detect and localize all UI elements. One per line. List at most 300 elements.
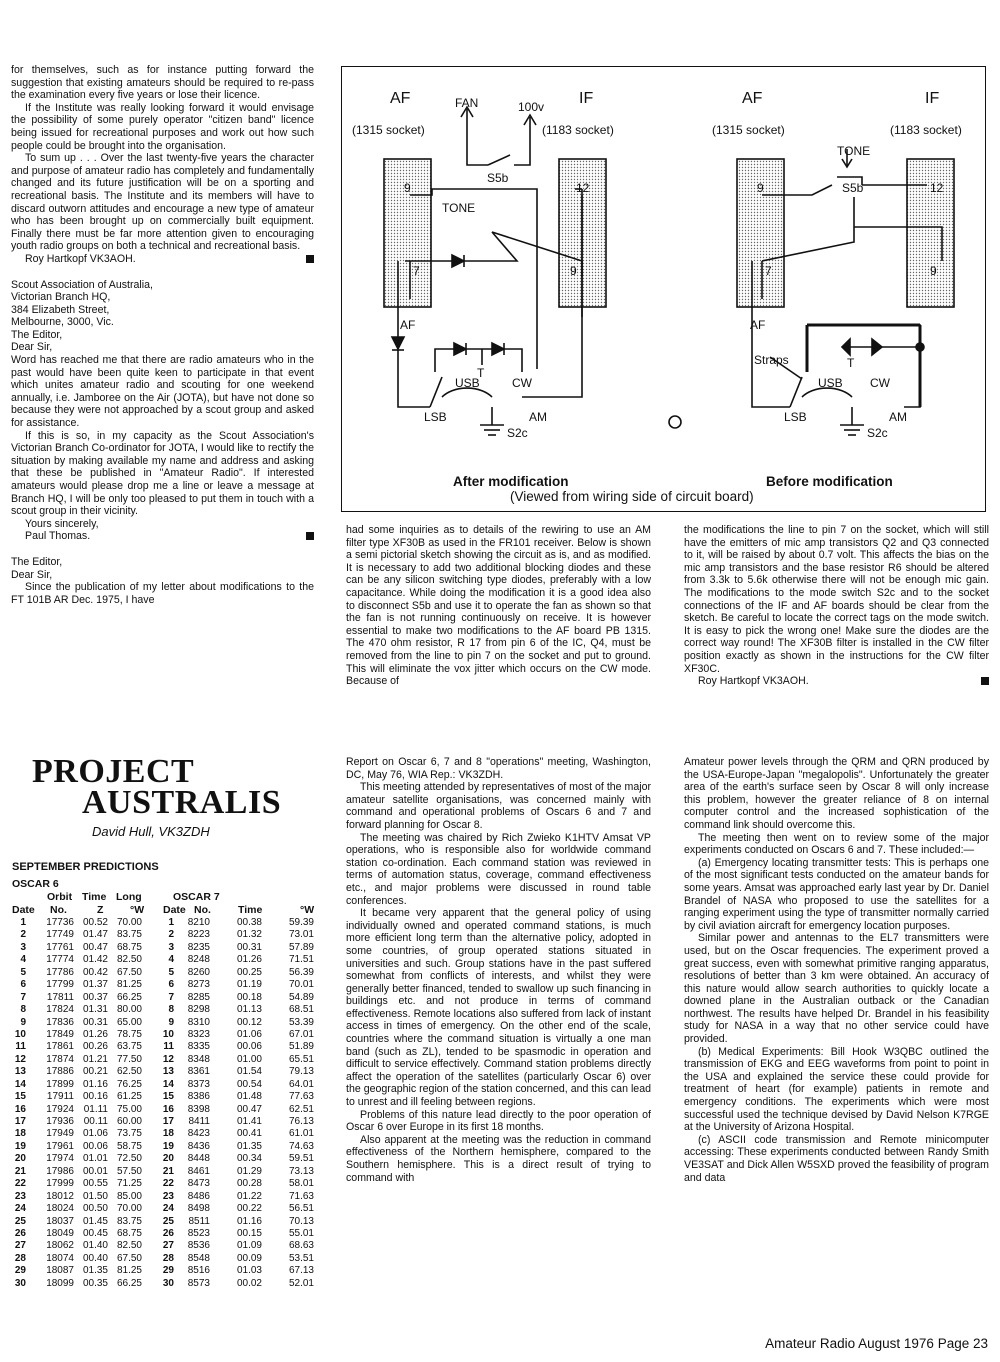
table-cell: 17986: [46, 1165, 74, 1177]
pin-label: 9: [930, 264, 937, 278]
table-cell: 21: [14, 1165, 26, 1177]
table-cell: 20: [162, 1153, 174, 1165]
oscar7-label: OSCAR 7: [173, 891, 220, 903]
col-header: Long: [116, 891, 142, 903]
closing: Yours sincerely,: [25, 517, 99, 530]
table-cell: 17911: [46, 1091, 74, 1103]
table-cell: 30: [14, 1277, 26, 1289]
table-cell: 00.45: [82, 1227, 108, 1239]
socket-label: (1315 socket): [352, 123, 425, 137]
tone-label: TONE: [442, 201, 476, 215]
table-row: [10, 1066, 320, 1078]
table-cell: 8210: [187, 917, 210, 928]
table-cell: 6: [168, 979, 174, 991]
paragraph: (a) Emergency locating transmitter tests: This is perhaps one of the most significant tests conducted on the amateur bands for some years. Amsat was approached early last year by Dr. Daniel Brandel of NASA who proposed to use the satellites for a ranging experiment using the type of transmitter normally carried by civil aviation aircraft for emergency location purposes.: [684, 856, 989, 932]
af-label: AF: [400, 318, 416, 332]
col-header: Time: [238, 904, 263, 916]
table-cell: 28: [14, 1252, 26, 1264]
table-cell: 71.63: [288, 1190, 314, 1202]
table-cell: 75.00: [116, 1103, 142, 1115]
paragraph: for themselves, such as for instance putting forward the suggestion that existing amateurs should be required to re-pass the examination every five years or lose their licence.: [11, 64, 314, 102]
table-row: [10, 1153, 320, 1165]
table-cell: 18: [162, 1128, 174, 1140]
table-cell: 01.50: [82, 1190, 108, 1202]
table-cell: 53.51: [288, 1252, 314, 1264]
table-cell: 8235: [187, 941, 210, 953]
table-cell: 67.01: [288, 1028, 314, 1040]
table-cell: 00.38: [236, 917, 262, 928]
table-cell: 00.54: [236, 1078, 262, 1090]
table-cell: 18049: [46, 1227, 74, 1239]
table-cell: 67.50: [116, 1252, 142, 1264]
table-row: [10, 1091, 320, 1103]
v100-label: 100v: [518, 100, 545, 114]
table-cell: 18062: [46, 1240, 74, 1252]
table-cell: 10: [162, 1028, 174, 1040]
paragraph: Amateur power levels through the QRM and QRN produced by the USA-Europe-Japan "megalopolis". Unfortunately the greater area of the earth's surface seen by Oscar 8 will only increase this problem, however the greater reliance of 8 on internal computer control and the increased sophistication of the command link should overcome this.: [684, 756, 989, 831]
table-cell: 00.25: [236, 966, 262, 978]
table-cell: 00.22: [236, 1203, 262, 1215]
table-cell: 21: [162, 1165, 174, 1177]
table-cell: 11: [15, 1041, 26, 1053]
table-cell: 8461: [187, 1165, 210, 1177]
address-line: Scout Association of Australia,: [11, 278, 153, 291]
table-row: [10, 1116, 320, 1128]
col-header: Date: [12, 904, 35, 916]
table-cell: 01.26: [82, 1028, 108, 1040]
table-row: [10, 1104, 320, 1116]
table-cell: 7: [20, 991, 26, 1003]
table-cell: 17861: [46, 1041, 74, 1053]
report-column-middle: [346, 756, 651, 1184]
table-cell: 51.89: [288, 1041, 314, 1053]
table-cell: 00.26: [82, 1041, 108, 1053]
table-cell: 61.01: [288, 1128, 314, 1140]
table-cell: 77.50: [116, 1053, 142, 1065]
table-cell: 8323: [187, 1028, 210, 1040]
salutation: Dear Sir,: [11, 341, 53, 354]
table-cell: 01.31: [82, 1004, 108, 1016]
table-cell: 15: [14, 1091, 26, 1103]
table-cell: 68.75: [116, 941, 142, 953]
col-header: °W: [130, 904, 145, 916]
table-cell: 17749: [46, 929, 74, 941]
table-cell: 01.35: [82, 1265, 108, 1277]
table-cell: 52.01: [288, 1277, 314, 1289]
table-cell: 01.47: [82, 929, 108, 941]
salutation: The Editor,: [11, 328, 63, 341]
table-cell: 18: [14, 1128, 26, 1140]
table-row: [10, 1166, 320, 1178]
table-cell: 14: [14, 1078, 26, 1090]
table-cell: 00.40: [82, 1252, 108, 1264]
table-cell: 8335: [187, 1041, 210, 1053]
table-cell: 17974: [46, 1153, 74, 1165]
paragraph: It became very apparent that the general policy of using individually owned and operated command stations, is much more efficient long term than the alternative policy, adopted in some countries, of group operated stations situated in universities and such. Group stations have in the past suffered somewhat from conflicts of interests, and whilst they were generally better financed, tended to swallow up such financing in buildings etc. and not produce in terms of command effectiveness. Remote locations also suffered from lack of instant access in times of emergency. On the other end of the scale, countries where the command situation is virtually a one man band (such as ZL), tended to be spasmodic in operation and difficult to service effectively. Command station problems directly affect the operation of the satellites (particularly Oscar 6) over the geographic region of the station concerned, and this can lead to unrest and ill feeling between regions.: [346, 907, 651, 1109]
predictions-heading: SEPTEMBER PREDICTIONS: [12, 861, 159, 873]
table-row: [10, 1203, 320, 1215]
table-cell: 73.01: [288, 929, 314, 941]
table-cell: 16: [162, 1103, 174, 1115]
socket-label: (1183 socket): [890, 123, 962, 137]
table-cell: 8298: [187, 1004, 210, 1016]
table-cell: 58.75: [116, 1140, 142, 1152]
viewed-caption: (Viewed from wiring side of circuit board): [510, 489, 754, 504]
salutation: Dear Sir,: [11, 568, 53, 581]
table-cell: 29: [14, 1265, 26, 1277]
am-label: AM: [889, 410, 907, 424]
table-cell: 59.51: [288, 1153, 314, 1165]
table-cell: 57.89: [288, 941, 314, 953]
letter-column-right: [684, 524, 989, 688]
table-cell: 27: [162, 1240, 174, 1252]
table-row: [10, 1253, 320, 1265]
table-cell: 00.42: [82, 966, 108, 978]
socket-label: (1315 socket): [712, 123, 785, 137]
table-cell: 18037: [46, 1215, 74, 1227]
table-cell: 01.42: [82, 954, 108, 966]
paragraph: (b) Medical Experiments: Bill Hook W3QBC outlined the transmission of EKG and EEG waveforms from point to point in the USA and explained the service these could provide for treatment of heart (for example) patients in remote and emergency conditions. The experiments which were most successful used the technique devised by David Nelson K7RGE at the University of Arizona Hospital.: [684, 1045, 989, 1134]
table-cell: 13: [14, 1066, 26, 1078]
table-cell: 10: [14, 1028, 26, 1040]
table-row: [10, 1128, 320, 1140]
table-cell: 8361: [187, 1066, 210, 1078]
table-cell: 01.45: [82, 1215, 108, 1227]
table-cell: 01.01: [82, 1153, 108, 1165]
table-cell: 71.51: [288, 954, 314, 966]
table-cell: 12: [162, 1053, 174, 1065]
table-cell: 8411: [188, 1116, 210, 1127]
table-cell: 14: [162, 1078, 174, 1090]
table-cell: 80.00: [116, 1004, 142, 1016]
table-cell: 56.39: [288, 966, 314, 978]
table-cell: 17811: [46, 991, 74, 1003]
paragraph: This meeting attended by representatives of most of the major amateur satellite organisations, was concerned mainly with command and operational problems of Oscars 6 and 7 and forward planning for Oscar 8.: [346, 781, 651, 831]
table-cell: 1: [168, 917, 174, 928]
table-cell: 00.01: [82, 1165, 108, 1177]
salutation: The Editor,: [11, 555, 63, 568]
page-footer: Amateur Radio August 1976 Page 23: [765, 1336, 988, 1351]
paragraph: If this is so, in my capacity as the Scout Association's Victorian Branch Co-ordinator for JOTA, I would like to rectify the situation by making available my name and address and asking that these be published in "Amateur Radio". If interested amateurs would please drop me a line or leave a message at Branch HQ, I will be only too pleased to put them in touch with a scout group in their vicinity.: [11, 429, 314, 518]
paragraph: Word has reached me that there are radio amateurs who in the past would have been quite keen to participate in that event which unites amateur radio and scouting for one weekend annually, i.e. Jamboree on the Air (JOTA), but have not done so because they were not approached by a scout group and asked for assistance.: [11, 354, 314, 430]
table-cell: 00.31: [82, 1016, 108, 1028]
table-cell: 01.09: [236, 1240, 262, 1252]
table-cell: 01.48: [236, 1091, 262, 1103]
table-cell: 76.13: [288, 1116, 314, 1127]
table-cell: 00.55: [82, 1178, 108, 1190]
table-cell: 25: [162, 1215, 174, 1227]
table-cell: 18074: [46, 1252, 74, 1264]
paragraph: (c) ASCII code transmission and Remote minicomputer accessing: These experiments conducted between Randy Smith VE3SAT and Dick Allen W5SXD proved the feasibility of program and data: [684, 1133, 989, 1184]
paragraph: If the Institute was really looking forward it would envisage the possibility of some purely operator "citizen band" licence being issued for recreational purposes and work out how such people could be brought into the organisation.: [11, 101, 314, 152]
table-cell: 57.50: [116, 1165, 142, 1177]
fan-label: FAN: [455, 96, 479, 110]
table-cell: 79.13: [288, 1066, 314, 1078]
table-cell: 70.01: [288, 979, 314, 991]
pin-label: 9: [570, 264, 577, 278]
circuit-diagram: [341, 66, 986, 512]
table-cell: 01.29: [236, 1165, 262, 1177]
project-title-line2: AUSTRALIS: [82, 784, 282, 821]
table-cell: 15: [162, 1091, 174, 1103]
table-cell: 18024: [46, 1203, 74, 1215]
table-cell: 3: [168, 941, 174, 953]
table-cell: 27: [14, 1240, 26, 1252]
table-cell: 71.25: [116, 1178, 142, 1190]
table-cell: 00.50: [82, 1203, 108, 1215]
paragraph: Problems of this nature lead directly to the poor operation of Oscar 6 over Europe in its first 18 months.: [346, 1108, 651, 1134]
table-cell: 00.28: [236, 1178, 262, 1190]
table-cell: 8: [168, 1004, 174, 1016]
table-cell: 85.00: [116, 1190, 142, 1202]
table-cell: 00.15: [236, 1227, 262, 1239]
table-cell: 01.19: [236, 979, 262, 991]
table-row: [10, 1079, 320, 1091]
paragraph: Since the publication of my letter about modifications to the FT 101B AR Dec. 1975, I have: [11, 581, 314, 606]
table-cell: 26: [14, 1227, 26, 1239]
table-cell: 17786: [46, 966, 74, 978]
table-cell: 17824: [46, 1004, 74, 1016]
table-cell: 01.32: [236, 929, 262, 941]
table-cell: 8223: [187, 929, 210, 941]
table-cell: 6: [20, 979, 26, 991]
table-cell: 12: [14, 1053, 26, 1065]
table-cell: 16: [14, 1103, 26, 1115]
project-title-line1: PROJECT: [32, 753, 195, 790]
table-cell: 8511: [188, 1215, 210, 1227]
table-cell: 00.37: [82, 991, 108, 1003]
table-cell: 01.11: [83, 1103, 108, 1115]
circuit-diagram-svg: [342, 67, 985, 511]
table-row: [10, 1054, 320, 1066]
table-cell: 73.13: [288, 1165, 314, 1177]
lsb-label: LSB: [424, 410, 447, 424]
table-cell: 62.51: [288, 1103, 314, 1115]
table-cell: 00.06: [236, 1041, 262, 1053]
table-cell: 8523: [187, 1227, 210, 1239]
paragraph: The meeting then went on to review some of the major experiments conducted on Oscars 6 and 7. These included:—: [684, 831, 989, 857]
table-cell: 13: [162, 1066, 174, 1078]
if-heading-right: IF: [925, 90, 940, 107]
lsb-label: LSB: [784, 410, 807, 424]
table-cell: 8285: [187, 991, 210, 1003]
table-cell: 01.41: [236, 1116, 262, 1127]
predictions-table: [10, 917, 320, 1290]
table-cell: 82.50: [116, 1240, 142, 1252]
table-cell: 00.47: [82, 941, 108, 953]
table-cell: 8548: [187, 1252, 210, 1264]
paragraph: Similar power and antennas to the EL7 transmitters were used, but on the Oscar frequencies. The experiment proved a great success, even with somewhat primitive ranging apparatus, resolutions of better than 3 km were obtained. An accuracy of this nature would allow search authorities to quickly locate a downed plane in the Australian outback or the Canadian northwest. The results have helped Dr. Brandel in his feasibility study for NASA in a way that no other service could have provided.: [684, 932, 989, 1046]
table-cell: 00.09: [236, 1252, 262, 1264]
table-cell: 68.51: [288, 1004, 314, 1016]
s2c-label: S2c: [507, 426, 528, 440]
pin-label: 9: [757, 181, 764, 195]
table-cell: 18087: [46, 1265, 74, 1277]
table-cell: 01.13: [236, 1004, 262, 1016]
col-header: Z: [97, 904, 104, 916]
table-cell: 55.01: [288, 1227, 314, 1239]
table-cell: 63.75: [116, 1041, 142, 1053]
if-heading-left: IF: [579, 90, 594, 107]
straps-label: Straps: [754, 353, 789, 367]
pin-label: 12: [930, 181, 944, 195]
table-cell: 4: [168, 954, 174, 966]
table-row: [10, 979, 320, 991]
table-cell: 22: [162, 1178, 174, 1190]
table-cell: 3: [20, 941, 26, 953]
table-cell: 56.51: [288, 1203, 314, 1215]
col-header: Orbit: [47, 891, 73, 903]
af-heading-left: AF: [390, 90, 411, 107]
table-cell: 01.03: [236, 1265, 262, 1277]
table-cell: 30: [162, 1277, 174, 1289]
table-cell: 17761: [46, 941, 74, 953]
pin-label: 7: [413, 264, 420, 278]
table-cell: 5: [168, 966, 174, 978]
author-byline: David Hull, VK3ZDH: [92, 824, 210, 839]
signature: Roy Hartkopf VK3AOH.: [698, 675, 809, 688]
table-cell: 2: [168, 929, 174, 941]
end-mark: [981, 677, 989, 685]
table-row: [10, 1265, 320, 1277]
table-cell: 58.01: [288, 1178, 314, 1190]
table-cell: 01.16: [82, 1078, 108, 1090]
table-cell: 68.63: [288, 1240, 314, 1252]
table-cell: 00.31: [236, 941, 262, 953]
table-cell: 8248: [187, 954, 210, 966]
table-row: [10, 942, 320, 954]
table-cell: 8310: [187, 1016, 210, 1028]
table-row: [10, 967, 320, 979]
col-header: No.: [194, 904, 211, 916]
paragraph: To sum up . . . Over the last twenty-five years the character and purpose of amateur radio has completely and fundamentally changed and its future justification will be on a sporting and recreational basis. The Institute and its members will have to discard outworn attitudes and encourage a new type of amateur who has been brought up on commercially built equipment. Finally there must be far more attention given to encouraging youth radio groups on both a technical and recreational basis.: [11, 152, 314, 253]
table-cell: 81.25: [116, 979, 142, 991]
table-cell: 70.00: [116, 917, 142, 928]
table-row: [10, 954, 320, 966]
t-label: T: [847, 356, 855, 370]
s5b-label: S5b: [487, 171, 509, 185]
table-cell: 78.75: [116, 1028, 142, 1040]
table-cell: 72.50: [116, 1153, 142, 1165]
table-cell: 70.00: [116, 1203, 142, 1215]
table-cell: 17936: [46, 1116, 74, 1127]
table-cell: 17874: [46, 1053, 74, 1065]
table-cell: 19: [14, 1140, 26, 1152]
table-cell: 65.00: [116, 1016, 142, 1028]
table-cell: 19: [162, 1140, 174, 1152]
af-label: AF: [750, 318, 766, 332]
table-cell: 17836: [46, 1016, 74, 1028]
table-cell: 53.39: [288, 1016, 314, 1028]
af-heading-right: AF: [742, 90, 763, 107]
table-cell: 17949: [46, 1128, 74, 1140]
paragraph: Also apparent at the meeting was the reduction in command effectiveness of the Northern hemisphere, compared to the Southern hemisphere. This is a direct result of trying to command with: [346, 1133, 651, 1184]
table-cell: 00.16: [82, 1091, 108, 1103]
table-cell: 00.11: [83, 1116, 108, 1127]
table-cell: 01.00: [236, 1053, 262, 1065]
table-cell: 59.39: [288, 917, 314, 928]
table-cell: 17736: [46, 917, 74, 928]
table-cell: 18099: [46, 1277, 74, 1289]
table-row: [10, 917, 320, 929]
table-cell: 68.75: [116, 1227, 142, 1239]
after-modification-label: After modification: [453, 474, 569, 489]
table-cell: 8498: [187, 1203, 210, 1215]
letter-column-left: [11, 64, 314, 606]
table-cell: 00.21: [82, 1066, 108, 1078]
table-cell: 9: [168, 1016, 174, 1028]
table-row: [10, 1029, 320, 1041]
table-cell: 24: [162, 1203, 174, 1215]
table-row: [10, 929, 320, 941]
table-cell: 9: [20, 1016, 26, 1028]
col-header: No.: [50, 904, 67, 916]
table-cell: 8423: [187, 1128, 210, 1140]
table-cell: 67.13: [288, 1265, 314, 1277]
table-cell: 73.75: [116, 1128, 142, 1140]
signature: Roy Hartkopf VK3AOH.: [25, 252, 136, 265]
table-cell: 8373: [187, 1078, 210, 1090]
table-cell: 01.21: [82, 1053, 108, 1065]
table-cell: 7: [168, 991, 174, 1003]
s5b-label: S5b: [842, 181, 864, 195]
before-modification-label: Before modification: [766, 474, 893, 489]
address-line: Melbourne, 3000, Vic.: [11, 316, 114, 329]
pin-label: 7: [765, 264, 772, 278]
table-row: [10, 1017, 320, 1029]
table-cell: 00.52: [82, 917, 108, 928]
cw-label: CW: [870, 376, 890, 390]
table-cell: 70.13: [288, 1215, 314, 1227]
table-cell: 01.06: [82, 1128, 108, 1140]
table-cell: 8398: [187, 1103, 210, 1115]
table-cell: 8436: [187, 1140, 210, 1152]
table-cell: 17924: [46, 1103, 74, 1115]
table-cell: 8516: [187, 1265, 210, 1277]
table-cell: 23: [14, 1190, 26, 1202]
paragraph: Report on Oscar 6, 7 and 8 "operations" meeting, Washington, DC, May 76, WIA Rep.: VK3ZDH.: [346, 756, 651, 781]
pin-label: 9: [404, 181, 411, 195]
table-cell: 77.63: [288, 1091, 314, 1103]
table-row: [10, 1216, 320, 1228]
table-cell: 8273: [187, 979, 210, 991]
table-cell: 17: [162, 1116, 174, 1127]
table-cell: 83.75: [116, 1215, 142, 1227]
paragraph: had some inquiries as to details of the rewiring to use an AM filter type XF30B as used in the FR101 receiver. Below is shown a semi pictorial sketch showing the circuit as is, and as modified. It is necessary to add two additional blocking diodes and these can be any silicon switching type diodes, preferably with a low capacitance. While doing the modification it is a good idea also to disconnect S5b and use it to operate the fan as shown so that the fan is not running continuously on receive. It is however essential to make two modifications to the AF board PB 1315. The 470 ohm resistor, R 17 from pin 6 of the IC, Q4, must be removed from the line to pin 7 on the socket and put to ground. This will eliminate the vox jitter which occurs on the CW mode. Because of: [346, 524, 651, 688]
letter-column-middle: [346, 524, 651, 688]
table-cell: 17961: [46, 1140, 74, 1152]
table-row: [10, 1141, 320, 1153]
table-cell: 01.06: [236, 1028, 262, 1040]
end-mark: [306, 532, 314, 540]
table-cell: 8260: [187, 966, 210, 978]
table-cell: 20: [14, 1153, 26, 1165]
table-cell: 17774: [46, 954, 74, 966]
table-row: [10, 1240, 320, 1252]
table-cell: 17849: [46, 1028, 74, 1040]
table-cell: 00.47: [236, 1103, 262, 1115]
table-cell: 54.89: [288, 991, 314, 1003]
table-cell: 5: [20, 966, 26, 978]
table-row: [10, 1278, 320, 1290]
col-header: °W: [300, 904, 315, 916]
table-cell: 66.25: [116, 1277, 142, 1289]
oscar6-label: OSCAR 6: [12, 878, 59, 890]
tone-label: TONE: [837, 144, 871, 158]
t-label: T: [477, 366, 485, 380]
table-cell: 00.41: [236, 1128, 262, 1140]
col-header: Time: [82, 891, 107, 903]
